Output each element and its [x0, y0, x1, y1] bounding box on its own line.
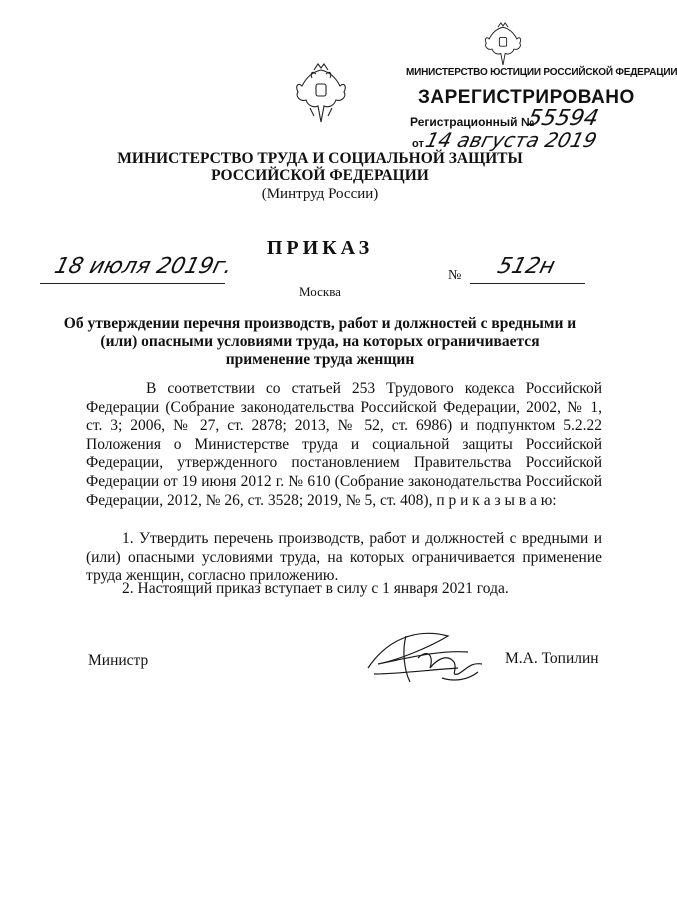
ministry-name-line1: МИНИСТЕРСТВО ТРУДА И СОЦИАЛЬНОЙ ЗАЩИТЫ — [117, 150, 523, 167]
coat-of-arms-icon — [292, 60, 350, 126]
coat-of-arms-icon — [480, 20, 526, 68]
stamp-ministry: МИНИСТЕРСТВО ЮСТИЦИИ РОССИЙСКОЙ ФЕДЕРАЦИИ — [406, 67, 677, 78]
ministry-short-name: (Минтруд России) — [261, 186, 379, 202]
order-date: 18 июля 2019г. — [51, 254, 235, 279]
stamp-date-label: от — [412, 138, 424, 150]
handwritten-signature — [358, 618, 508, 698]
order-city: Москва — [299, 284, 341, 299]
stamp-reg-number-label: Регистрационный № — [410, 115, 535, 129]
minister-position: Министр — [88, 652, 149, 669]
order-item-1: 1. Утвердить перечень производств, работ и должностей с вредными и (или) опасными условиями труда, на которых ограничивается применение труда женщин, согласно приложению. — [86, 530, 602, 585]
subject-line2: (или) опасными условиями труда, на которых ограничивается — [100, 333, 540, 350]
subject-line1: Об утверждении перечня производств, работ и должностей с вредными и — [63, 315, 577, 332]
ministry-name-line2: РОССИЙСКОЙ ФЕДЕРАЦИИ — [211, 167, 429, 184]
minister-name: М.А. Топилин — [505, 650, 599, 667]
subject-line3: применение труда женщин — [225, 351, 415, 368]
preamble-paragraph: В соответствии со статьей 253 Трудового кодекса Российской Федерации (Собрание законодательства Российской Федерации, 2002, № 1, ст. 3; 2006, № 27, ст. 2878; 2013, № 52, ст. 6986) и подпунктом 5.2.22 Положения о Министерстве труда и социальной защиты Российской Федерации, утвержденного постановлением Правительства Российской Федерации от 19 июня 2012 г. № 610 (Собрание законодательства Российской Федерации, 2012, № 26, ст. 3528; 2019, № 5, ст. 408), п р и к а з ы в а ю: — [86, 380, 602, 509]
order-number: 512н — [494, 254, 558, 279]
stamp-date-value: 14 августа 2019 — [423, 128, 600, 152]
stamp-reg-number-value: 55594 — [525, 106, 601, 131]
stamp-registered: ЗАРЕГИСТРИРОВАНО — [418, 87, 635, 108]
order-title: ПРИКАЗ — [266, 237, 374, 259]
order-number-label: № — [448, 268, 462, 283]
order-item-2: 2. Настоящий приказ вступает в силу с 1 января 2021 года. — [122, 580, 509, 597]
